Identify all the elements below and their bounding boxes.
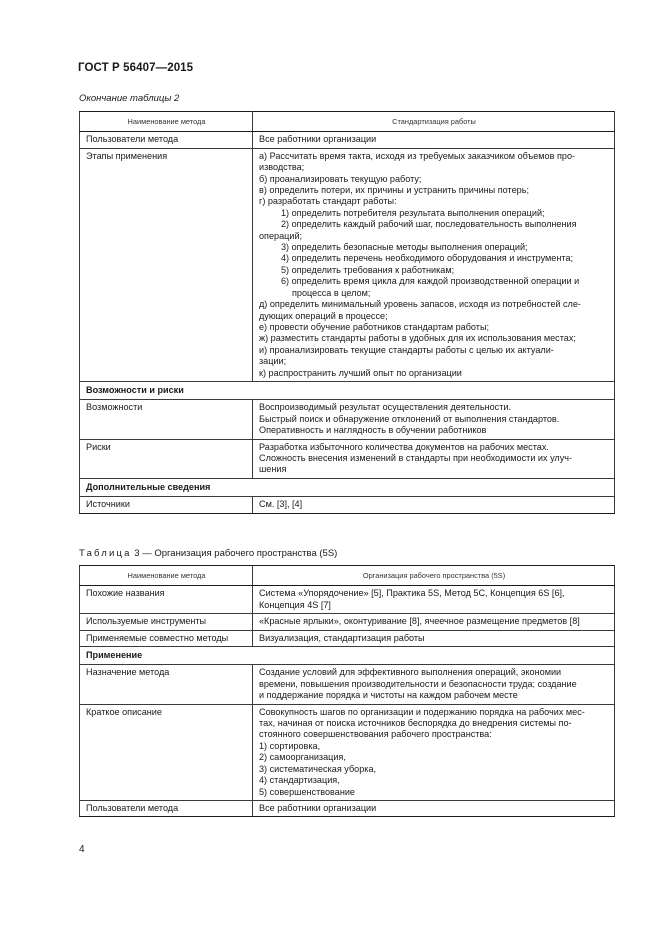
text-line: тах, начиная от поиска источников беспорядка до внедрения системы по-: [259, 718, 572, 729]
row-value-users: Все работники организации: [253, 800, 615, 816]
row-value-risks: [253, 439, 615, 478]
text-line: 4) стандартизация,: [259, 775, 340, 786]
text-line: процесса в целом;: [292, 287, 371, 298]
text-line: времени, повышения производительности и безопасности труда; создание: [259, 678, 577, 689]
row-label-tools: Используемые инструменты: [80, 614, 253, 630]
table-row: [80, 614, 615, 630]
table2-header-row: [80, 112, 615, 132]
table2-header-method: Наименование метода: [80, 112, 253, 132]
table3-header-method: Наименование метода: [80, 566, 253, 586]
table3-caption: [79, 548, 337, 559]
table-row: [80, 630, 615, 646]
section-additional-info: Дополнительные сведения: [80, 478, 615, 496]
section-row: [80, 478, 615, 496]
table-row: [80, 148, 615, 381]
table-row: [80, 439, 615, 478]
row-label-description: Краткое описание: [80, 704, 253, 800]
text-line: д) определить минимальный уровень запасов, исходя из потребностей сле-: [259, 299, 581, 310]
table3-header-row: [80, 566, 615, 586]
text-line: Разработка избыточного количества документов на рабочих местах.: [259, 441, 549, 452]
table-row: [80, 132, 615, 148]
table-row: [80, 586, 615, 614]
table-row: [80, 800, 615, 816]
text-line: Система «Упорядочение» [5], Практика 5S, Метод 5С, Концепция 6S [6],: [259, 588, 565, 599]
row-value-sources: См. [3], [4]: [253, 497, 615, 513]
text-line: Совокупность шагов по организации и подержанию порядка на рабочих мес-: [259, 706, 585, 717]
standard-id: ГОСТ Р 56407—2015: [78, 62, 194, 74]
table-row: [80, 497, 615, 513]
row-label-users: Пользователи метода: [80, 800, 253, 816]
table2-header-standardization: Стандартизация работы: [253, 112, 615, 132]
text-line: Воспроизводимый результат осуществления деятельности.: [259, 402, 511, 413]
text-line: ж) разместить стандарты работы в удобных для их использования местах;: [259, 333, 576, 344]
table-row: [80, 400, 615, 439]
text-line: г) разработать стандарт работы:: [259, 196, 397, 207]
row-value-similar: [253, 586, 615, 614]
table-row: [80, 665, 615, 704]
text-line: операций;: [259, 230, 303, 241]
row-value-opportunities: [253, 400, 615, 439]
text-line: зации;: [259, 356, 287, 367]
row-label-combined: Применяемые совместно методы: [80, 630, 253, 646]
text-line: Быстрый поиск и обнаружение отклонений от выполнения стандартов.: [259, 413, 560, 424]
text-line: Оперативность и наглядность в обучении работников: [259, 425, 487, 436]
text-line: 3) определить безопасные методы выполнения операций;: [281, 242, 528, 253]
text-line: шения: [259, 464, 287, 475]
text-line: а) Рассчитать время такта, исходя из требуемых заказчиком объемов про-: [259, 150, 576, 161]
row-label-opportunities: Возможности: [80, 400, 253, 439]
section-row: [80, 647, 615, 665]
text-line: 1) определить потребителя результата выполнения операций;: [281, 207, 545, 218]
section-opportunities-risks: Возможности и риски: [80, 381, 615, 399]
table3-caption-title: 3 — Организация рабочего пространства (5S): [131, 548, 338, 559]
row-label-stages: Этапы применения: [80, 148, 253, 381]
row-label-sources: Источники: [80, 497, 253, 513]
text-line: Создание условий для эффективного выполнения операций, экономии: [259, 667, 562, 678]
table3-caption-label: Таблица: [79, 548, 132, 559]
text-line: дующих операций в процессе;: [259, 310, 388, 321]
table-2: [79, 111, 615, 514]
section-application: Применение: [80, 647, 615, 665]
text-line: 2) самоорганизация,: [259, 752, 346, 763]
row-value-stages: [253, 148, 615, 381]
row-label-risks: Риски: [80, 439, 253, 478]
text-line: и) проанализировать текущие стандарты работы с целью их актуали-: [259, 344, 554, 355]
text-line: Сложность внесения изменений в стандарты при необходимости их улуч-: [259, 452, 573, 463]
text-line: 5) определить требования к работникам;: [281, 264, 455, 275]
table-row: [80, 704, 615, 800]
text-line: и поддержание порядка и чистоты на каждом рабочем месте: [259, 690, 518, 701]
row-value-combined: Визуализация, стандартизация работы: [253, 630, 615, 646]
row-value-users: Все работники организации: [253, 132, 615, 148]
text-line: 1) сортировка,: [259, 740, 321, 751]
text-line: 6) определить время цикла для каждой производственной операции и: [281, 276, 580, 287]
text-line: 3) систематическая уборка,: [259, 763, 377, 774]
text-line: 2) определить каждый рабочий шаг, последовательность выполнения: [281, 219, 577, 230]
text-line: стоянного совершенствования рабочего пространства:: [259, 729, 492, 740]
text-line: к) распространить лучший опыт по организации: [259, 367, 462, 378]
row-label-users: Пользователи метода: [80, 132, 253, 148]
text-line: е) провести обучение работников стандартам работы;: [259, 321, 490, 332]
row-label-purpose: Назначение метода: [80, 665, 253, 704]
text-line: Концепция 4S [7]: [259, 599, 331, 610]
text-line: в) определить потери, их причины и устранить причины потерь;: [259, 185, 529, 196]
row-value-tools: «Красные ярлыки», оконтуривание [8], ячеечное размещение предметов [8]: [253, 614, 615, 630]
table-3: [79, 565, 615, 817]
text-line: 5) совершенствование: [259, 786, 355, 797]
text-line: изводства;: [259, 162, 305, 173]
row-label-similar: Похожие названия: [80, 586, 253, 614]
text-line: б) проанализировать текущую работу;: [259, 173, 422, 184]
table2-caption: Окончание таблицы 2: [79, 93, 180, 104]
row-value-purpose: [253, 665, 615, 704]
text-line: 4) определить перечень необходимого оборудования и инструмента;: [281, 253, 574, 264]
table3-header-5s: Организация рабочего пространства (5S): [253, 566, 615, 586]
page-number: 4: [79, 844, 85, 855]
section-row: [80, 381, 615, 399]
row-value-description: [253, 704, 615, 800]
